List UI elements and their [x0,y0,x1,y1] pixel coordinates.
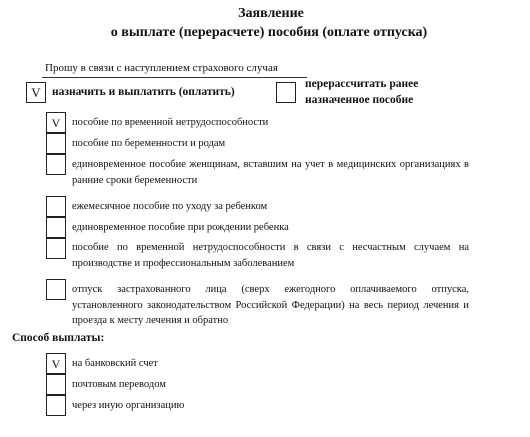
form-subtitle: о выплате (перерасчете) пособия (оплате отпуска) [110,25,428,40]
payment-heading: Способ выплаты: [12,332,105,344]
benefit-checkbox-pregnancy[interactable] [46,133,66,154]
benefit-label-birth: единовременное пособие при рождении ребенка [72,222,289,233]
benefit-label-child-care: ежемесячное пособие по уходу за ребенком [72,201,268,212]
benefit-checkbox-temporary-disability[interactable]: V [46,112,66,133]
benefit-label-vacation: отпуск застрахованного лица (сверх ежегодного оплачиваемого отпуска, установленного законодательством Российской Федерации) на весь период лечения и проезда к месту лечения и обратно [72,284,469,326]
intro-text: Прошу в связи с наступлением страхового случая [45,62,278,74]
payment-label-postal: почтовым переводом [72,379,166,390]
recalc-checkbox[interactable] [276,82,296,103]
form-title: Заявление [238,6,304,21]
benefit-label-work-accident: пособие по временной нетрудоспособности в связи с несчастным случаем на производстве и профессиональным заболеванием [72,242,469,269]
intro-underline [42,77,307,78]
benefit-checkbox-work-accident[interactable] [46,238,66,259]
payment-label-other-org: через иную организацию [72,400,185,411]
benefit-checkbox-early-registration[interactable] [46,154,66,175]
assign-label: назначить и выплатить (оплатить) [52,86,235,98]
payment-label-bank: на банковский счет [72,358,158,369]
benefit-label-early-registration: единовременное пособие женщинам, вставшим на учет в медицинских организациях в ранние сроки беременности [72,159,469,186]
benefit-label-pregnancy: пособие по беременности и родам [72,138,226,149]
payment-checkbox-postal[interactable] [46,374,66,395]
benefit-label-temporary-disability: пособие по временной нетрудоспособности [72,117,269,128]
assign-checkbox[interactable]: V [26,82,46,103]
recalc-label-line2: назначенное пособие [305,94,414,106]
payment-checkbox-bank[interactable]: V [46,353,66,374]
benefit-checkbox-child-care[interactable] [46,196,66,217]
benefit-checkbox-vacation[interactable] [46,279,66,300]
payment-checkbox-other-org[interactable] [46,395,66,416]
recalc-label-line1: перерассчитать ранее [305,78,419,90]
benefit-checkbox-birth[interactable] [46,217,66,238]
